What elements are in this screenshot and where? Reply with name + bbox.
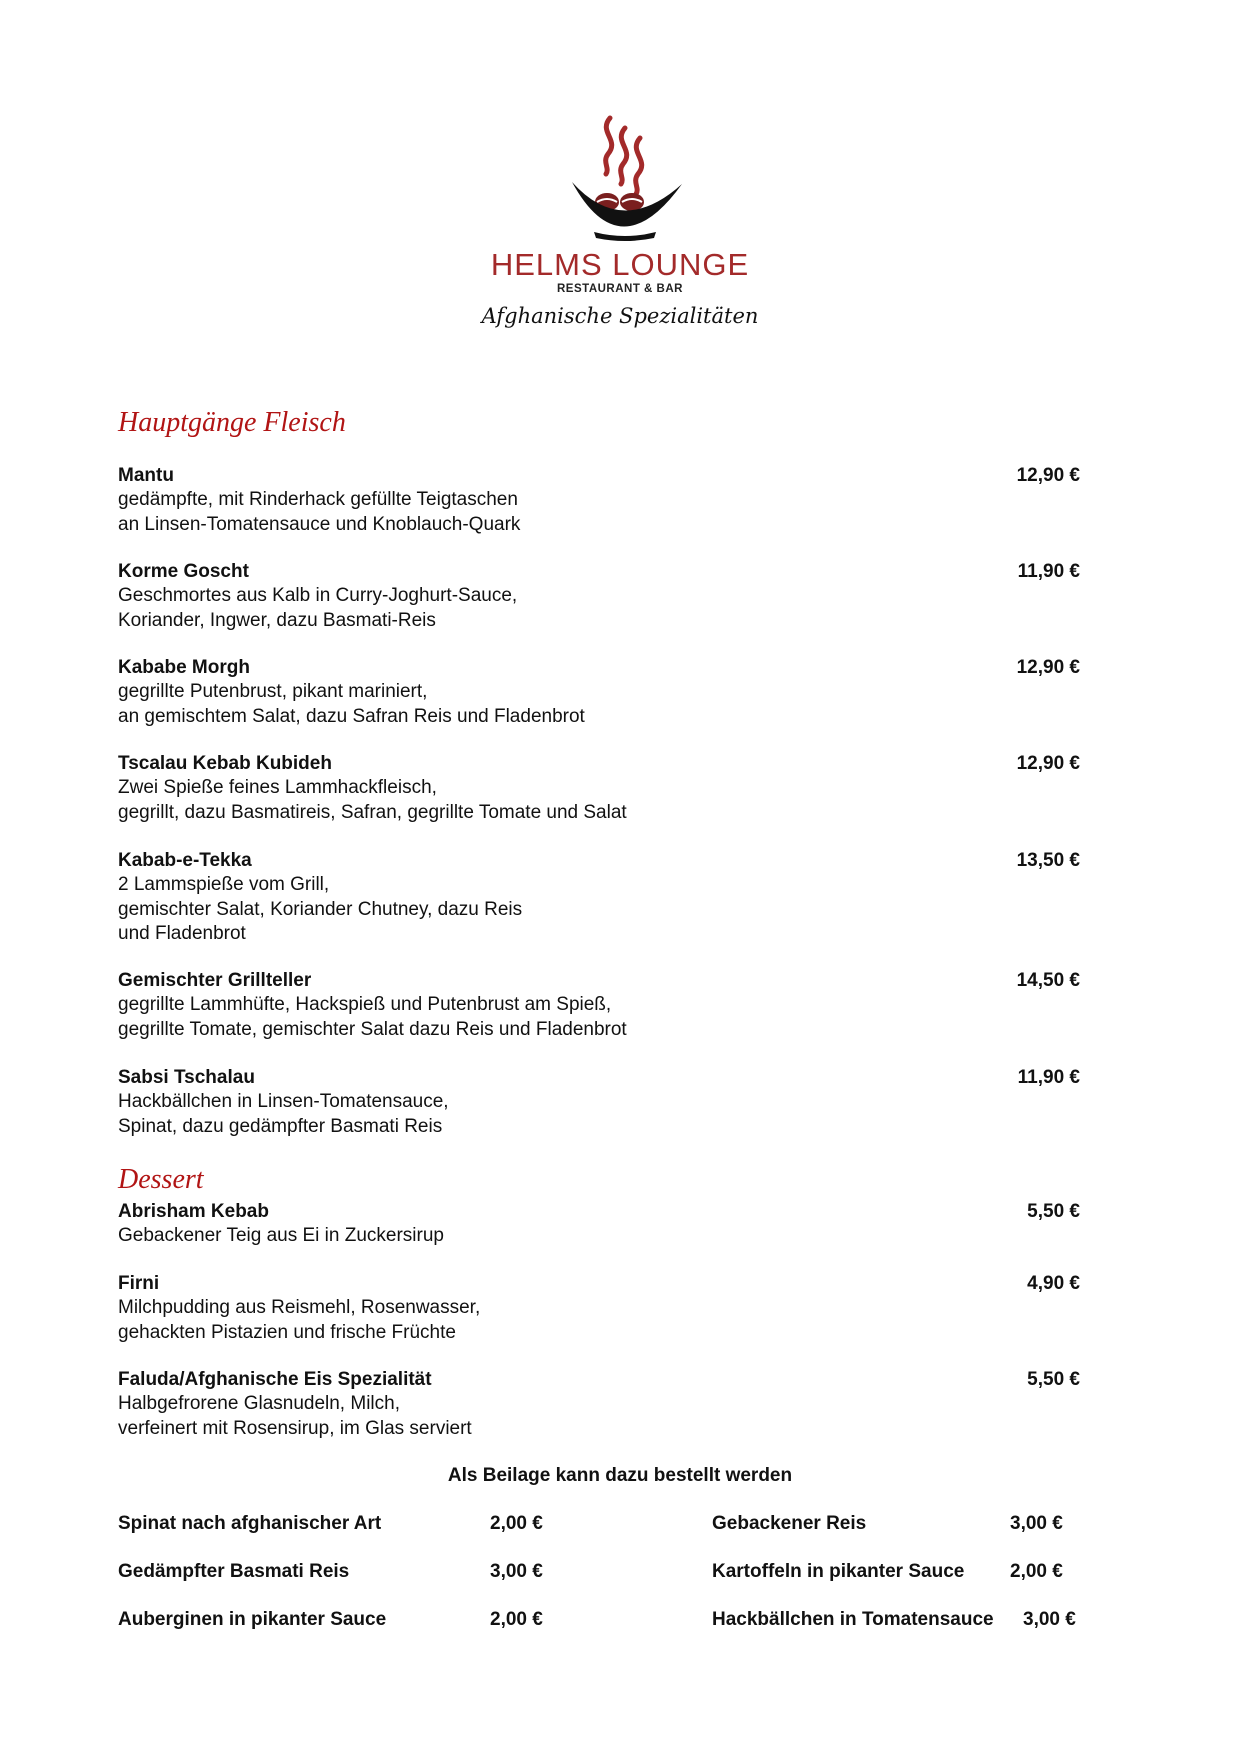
section-title-main-dishes: Hauptgänge Fleisch [118, 407, 346, 438]
menu-item [118, 656, 1080, 729]
item-price: 11,90 € [1017, 561, 1080, 582]
brand-tagline: Afghanische Spezialitäten [481, 304, 759, 328]
item-price: 12,90 € [1016, 657, 1080, 678]
item-name: Firni [118, 1273, 160, 1294]
menu-item [118, 969, 1080, 1042]
menu-item [118, 849, 1080, 946]
side-price: 3,00 € [1010, 1513, 1063, 1534]
side-price: 3,00 € [490, 1561, 543, 1582]
item-name: Sabsi Tschalau [118, 1067, 255, 1088]
item-description: Milchpudding aus Reismehl, Rosenwasser, gehackten Pistazien und frische Früchte [118, 1297, 481, 1343]
item-price: 11,90 € [1017, 1067, 1080, 1088]
item-price: 5,50 € [1027, 1201, 1080, 1222]
item-description: gegrillte Putenbrust, pikant mariniert, an gemischtem Salat, dazu Safran Reis und Fladenbrot [118, 681, 585, 727]
side-price: 3,00 € [1023, 1609, 1076, 1630]
side-name: Spinat nach afghanischer Art [118, 1513, 382, 1534]
menu-item [118, 1368, 1080, 1441]
item-name: Mantu [118, 465, 174, 486]
side-name: Hackbällchen in Tomatensauce [712, 1609, 994, 1630]
side-price: 2,00 € [490, 1609, 543, 1630]
item-name: Gemischter Grillteller [118, 970, 312, 991]
item-price: 14,50 € [1016, 970, 1080, 991]
brand-name: HELMS LOUNGE [490, 247, 750, 282]
item-description: Halbgefrorene Glasnudeln, Milch, verfeinert mit Rosensirup, im Glas serviert [118, 1393, 472, 1439]
side-name: Gebackener Reis [712, 1513, 867, 1534]
item-description: Gebackener Teig aus Ei in Zuckersirup [118, 1225, 444, 1247]
menu-item [118, 464, 1080, 537]
item-name: Faluda/Afghanische Eis Spezialität [118, 1369, 432, 1390]
sides-title: Als Beilage kann dazu bestellt werden [447, 1465, 793, 1486]
side-price: 2,00 € [490, 1513, 543, 1534]
item-price: 12,90 € [1016, 753, 1080, 774]
side-name: Auberginen in pikanter Sauce [118, 1609, 387, 1630]
item-price: 5,50 € [1027, 1369, 1080, 1390]
menu-item [118, 1272, 1080, 1345]
brand-block [470, 248, 770, 330]
item-description: gedämpfte, mit Rinderhack gefüllte Teigtaschen an Linsen-Tomatensauce und Knoblauch-Quark [118, 489, 521, 535]
item-description: Zwei Spieße feines Lammhackfleisch, gegrillt, dazu Basmatireis, Safran, gegrillte Tomate und Salat [118, 777, 627, 823]
logo [470, 110, 770, 340]
item-description: Geschmortes aus Kalb in Curry-Joghurt-Sauce, Koriander, Ingwer, dazu Basmati-Reis [118, 585, 518, 631]
menu-item [118, 560, 1080, 633]
side-name: Kartoffeln in pikanter Sauce [712, 1561, 965, 1582]
item-description: gegrillte Lammhüfte, Hackspieß und Putenbrust am Spieß, gegrillte Tomate, gemischter Salat dazu Reis und Fladenbrot [118, 994, 627, 1040]
item-price: 13,50 € [1016, 850, 1080, 871]
item-price: 4,90 € [1027, 1273, 1080, 1294]
section-title-dessert: Dessert [118, 1164, 204, 1195]
side-price: 2,00 € [1010, 1561, 1063, 1582]
brand-subtitle: RESTAURANT & BAR [557, 283, 683, 295]
item-price: 12,90 € [1016, 465, 1080, 486]
menu-item [118, 1066, 1080, 1139]
menu-item [118, 752, 1080, 825]
steaming-bowl-icon [470, 110, 770, 250]
item-name: Abrisham Kebab [118, 1201, 269, 1222]
item-name: Korme Goscht [118, 561, 249, 582]
menu-item [118, 1200, 1080, 1249]
item-description: 2 Lammspieße vom Grill, gemischter Salat, Koriander Chutney, dazu Reis und Fladenbrot [118, 874, 523, 944]
side-name: Gedämpfter Basmati Reis [118, 1561, 350, 1582]
item-description: Hackbällchen in Linsen-Tomatensauce, Spinat, dazu gedämpfter Basmati Reis [118, 1091, 449, 1137]
item-name: Kabab-e-Tekka [118, 850, 252, 871]
item-name: Tscalau Kebab Kubideh [118, 753, 332, 774]
item-name: Kababe Morgh [118, 657, 250, 678]
